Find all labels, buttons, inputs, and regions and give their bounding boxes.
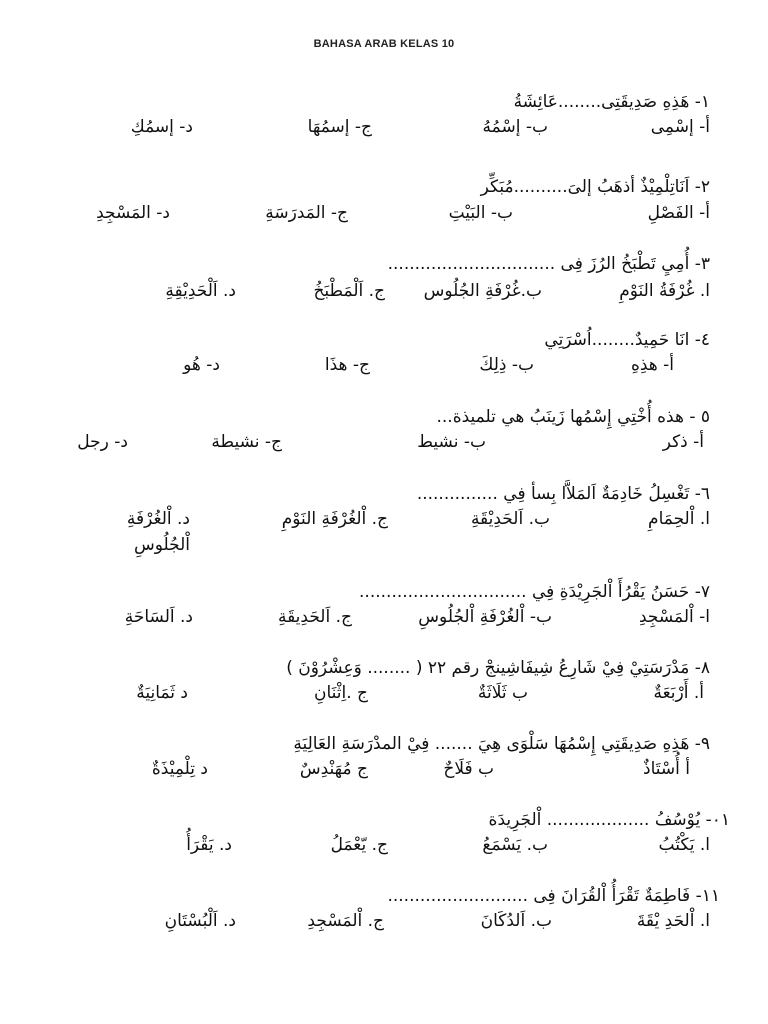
option-3a: ا. غُرْفَةُ النَوْمِ	[619, 281, 710, 301]
option-11b: ب. اَلدُكَانَ	[480, 911, 552, 931]
question-9: ٩- هَذِهِ صَدِيقَتِي إِسْمُهَا سَلْوَى هِيَ ....... فِيْ المدْرَسَةِ العَالِيَةِ	[293, 734, 710, 754]
option-10d: د. يَقْرَأُ	[186, 835, 232, 855]
option-9c: ج مُهَنْدِسٌ	[299, 759, 368, 779]
question-6: ٦- تَغْسِلُ خَادِمَةٌ اَلمَلاَّا بِسأ فِي ...............	[416, 484, 710, 504]
option-2d: د- المَسْجِدِ	[96, 203, 170, 223]
option-8a: أ. أَرْبَعَةٌ	[653, 683, 704, 703]
option-1a: أ- إسْمِى	[650, 117, 710, 137]
option-6d: د. اْلغُرْفَةِ	[126, 509, 190, 529]
options-8	[0, 681, 768, 705]
option-7b: ب- اْلغُرْفَةِ اْلجُلُوسِ	[418, 607, 552, 627]
option-5b: ب- نشيط	[417, 432, 486, 452]
page-title: BAHASA ARAB KELAS 10	[313, 38, 455, 50]
option-5d: د- رجل	[77, 432, 128, 452]
option-5c: ج- نشيطة	[211, 432, 282, 452]
question-11: ١١- فَاطِمَةٌ تَقْرَأُ اْلقُرَانَ فِى ..........................	[387, 886, 720, 906]
option-5a: أ- ذكر	[662, 432, 704, 452]
option-4a: أ- هذِهِ	[630, 355, 674, 375]
option-1c: ج- إسمُهَا	[307, 117, 372, 137]
option-6d-continuation: اْلجُلُوسِ	[133, 535, 190, 555]
option-6b: ب. اَلحَدِيْقَةِ	[470, 509, 550, 529]
option-4d: د- هُو	[183, 355, 220, 375]
options-5	[0, 430, 768, 454]
options-3	[0, 279, 768, 303]
options-10	[0, 833, 768, 857]
option-3c: ج. اَلْمَطْبَخُ	[313, 281, 385, 301]
option-10a: ا. يَكْتُبُ	[658, 835, 710, 855]
question-3: ٣- أُمِيِ تَطْبَخُ الرُزَ فِى ...............................	[387, 254, 710, 274]
option-9d: د تِلْمِيْذَةٌ	[151, 759, 208, 779]
option-2c: ج- المَدرَسَةِ	[265, 203, 348, 223]
option-6a: ا. اْلحِمَامِ	[648, 509, 710, 529]
option-6c: ج. اْلغُرْفَةِ النَوْمِ	[281, 509, 388, 529]
option-9b: ب فَلَاحٌ	[443, 759, 494, 779]
option-11c: ج. اْلمَسْجِدِ	[307, 911, 384, 931]
question-5: ٥ - هذه أُخْتِي إِسْمُها زَينَبُ هي تلميذة...	[436, 407, 710, 427]
option-7c: ج. اَلحَدِيقَةِ	[277, 607, 352, 627]
option-1b: ب- إسْمُهُ	[482, 117, 548, 137]
options-2	[0, 201, 768, 225]
option-1d: د- إسمُكِ	[130, 117, 193, 137]
option-11a: ا. اْلحَدِ يْقَةَ	[636, 911, 710, 931]
option-8d: د ثَمَانِيَةٌ	[136, 683, 188, 703]
option-2b: ب- البَيْتِ	[448, 203, 513, 223]
option-10c: ج. يّعْمَلُ	[330, 835, 388, 855]
question-4: ٤- انَا حَمِيدٌ........اُسْرَتِي	[544, 330, 710, 350]
options-7	[0, 605, 768, 629]
option-9a: أ أُسْتَاذٌ	[643, 759, 690, 779]
options-4	[0, 353, 768, 377]
option-7d: د. اَلسَاحَةِ	[124, 607, 193, 627]
question-1: ١- هَذِهِ صَدِيقَتِى........عَائِشَةُ	[513, 92, 710, 112]
option-4b: ب- ذِلِكَ	[479, 355, 534, 375]
question-10: ٠١- يُوْسُفُ ................... اْلجَرِيدَة	[488, 810, 730, 830]
options-6	[0, 507, 768, 531]
options-11	[0, 909, 768, 933]
question-8: ٨- مَدْرَسَتِيْ فِيْ شَارِعُ شِيفَاشِينجْ رقم ٢٢ ( ........ وَعِشْرُوْنَ )	[286, 658, 710, 678]
option-8b: ب ثَلَاثَةٌ	[477, 683, 528, 703]
option-11d: د. اَلْبُسْتَانِ	[164, 911, 236, 931]
question-2: ٢- اَنَاتِلْمِيْذٌ أذهَبُ إلىَ..........مُبَكِّر	[480, 177, 710, 197]
option-7a: ا- اْلمَسْجِدِ	[638, 607, 710, 627]
option-8c: ج .اِثْنَانِ	[313, 683, 368, 703]
option-3b: ب.غُرْفَةِ الجُلُوس	[423, 281, 542, 301]
question-7: ٧- حَسَنُ يَقْرُأَ اْلجَرِيْدَةِ فِي ...............................	[359, 582, 710, 602]
option-4c: ج- هذَا	[324, 355, 370, 375]
option-3d: د. اَلْحَدِيْقِةِ	[165, 281, 236, 301]
options-9	[0, 757, 768, 781]
options-1	[0, 115, 768, 139]
option-10b: ب. يَسْمَعُ	[482, 835, 548, 855]
option-2a: أ- الفَصْلِ	[647, 203, 710, 223]
